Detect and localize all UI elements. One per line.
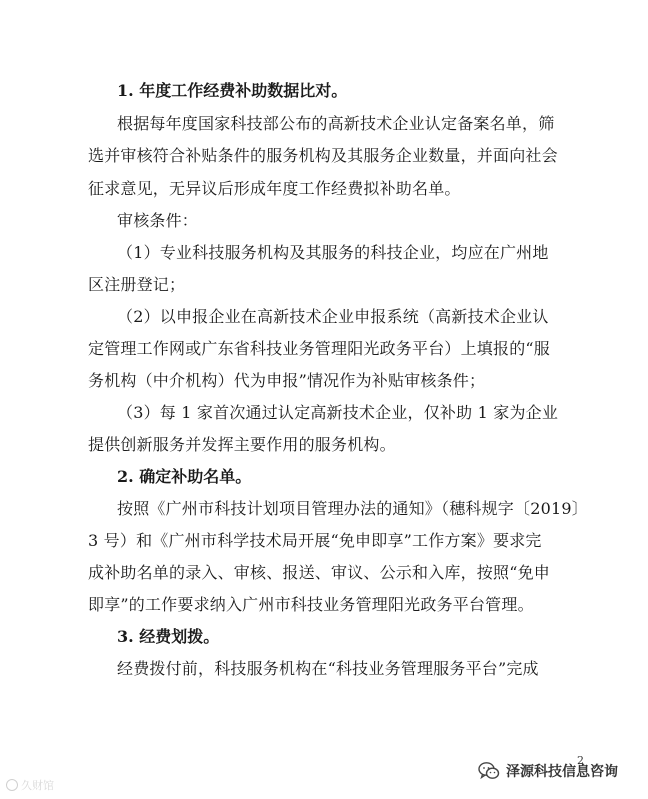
s3-p1-line-1: 经费拨付前，科技服务机构在“科技业务管理服务平台”完成 [117, 659, 539, 678]
s1-c1-line-2: 区注册登记； [88, 275, 186, 294]
s2-p1-line-1: 按照《广州市科技计划项目管理办法的通知》（穗科规字〔2019〕 [117, 499, 588, 518]
watermark-right-text: 泽源科技信息咨询 [506, 764, 618, 780]
wechat-icon [478, 761, 500, 781]
section-3-heading: 3. 经费划拨。 [117, 627, 220, 646]
s2-p1-line-4: 即享”的工作要求纳入广州市科技业务管理阳光政务平台管理。 [88, 595, 534, 614]
s1-c2-line-3: 务机构（中介机构）代为申报”情况作为补贴审核条件； [88, 371, 486, 390]
s2-p1-line-3: 成补助名单的录入、审核、报送、审议、公示和入库，按照“免申 [88, 563, 550, 582]
s1-c3-line-2: 提供创新服务并发挥主要作用的服务机构。 [88, 435, 396, 454]
s1-p1-line-1: 根据每年度国家科技部公布的高新技术企业认定备案名单，筛 [117, 114, 555, 133]
circle-logo-icon [6, 779, 18, 791]
s1-c1-line-1: （1）专业科技服务机构及其服务的科技企业，均应在广州地 [117, 243, 549, 262]
s2-p1-line-2: 3 号）和《广州市科学技术局开展“免申即享”工作方案》要求完 [88, 531, 542, 550]
s1-c2-line-2: 定管理工作网或广东省科技业务管理阳光政务平台）上填报的“服 [88, 339, 550, 358]
watermark-left-text: 久财馆 [21, 779, 54, 792]
s1-criteria-label: 审核条件： [117, 211, 199, 230]
watermark-right [478, 761, 618, 781]
section-1-heading: 1. 年度工作经费补助数据比对。 [117, 81, 348, 100]
s1-c3-line-1: （3）每 1 家首次通过认定高新技术企业，仅补助 1 家为企业 [117, 403, 559, 422]
section-2-heading: 2. 确定补助名单。 [117, 467, 252, 486]
s1-p1-line-2: 选并审核符合补贴条件的服务机构及其服务企业数量，并面向社会 [88, 146, 558, 165]
s1-p1-line-3: 征求意见，无异议后形成年度工作经费拟补助名单。 [88, 179, 461, 198]
s1-c2-line-1: （2）以申报企业在高新技术企业申报系统（高新技术企业认 [117, 307, 549, 326]
watermark-left [6, 777, 54, 793]
page-number: 2 [577, 754, 584, 767]
